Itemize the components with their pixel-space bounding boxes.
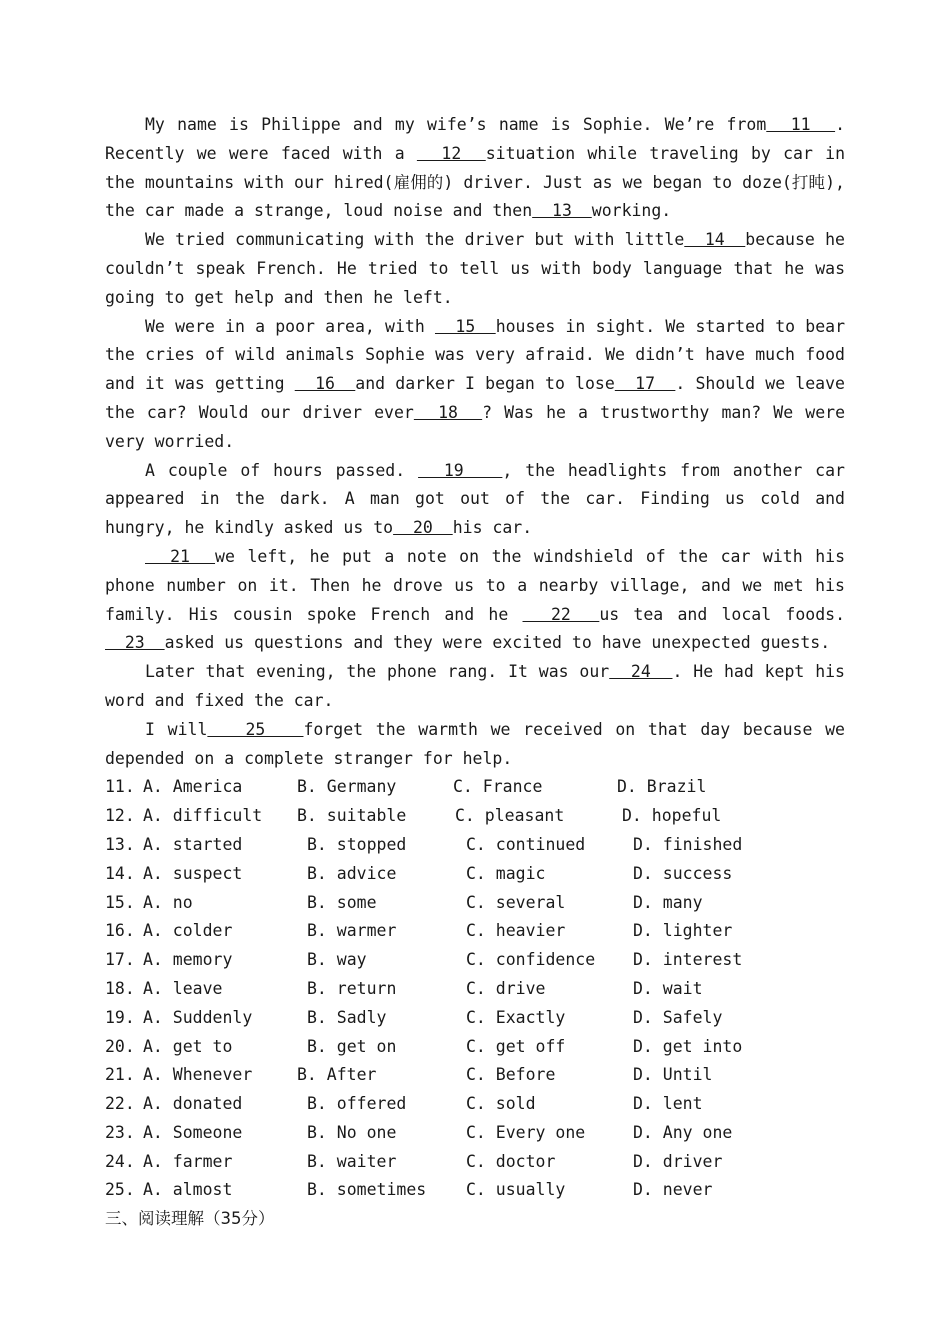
option-b: B. suitable xyxy=(297,806,407,826)
cloze-blank: 20 xyxy=(393,518,453,538)
cloze-blank: 14 xyxy=(684,230,746,250)
question-number: 18. xyxy=(105,978,135,998)
exam-page xyxy=(105,111,845,1234)
question-row xyxy=(105,1033,845,1062)
passage-text: working. xyxy=(591,201,672,221)
passage-text: houses in sight. We started to bear the cries of wild animals Sophie was very afraid. We didn’t have much food and it was getting xyxy=(105,316,845,394)
option-c: C. Exactly xyxy=(466,1007,566,1027)
passage-text: asked us questions and they were excited to have unexpected guests. xyxy=(164,633,831,653)
cloze-blank: 22 xyxy=(522,604,600,624)
option-b: B. return xyxy=(307,978,397,998)
option-d: D. interest xyxy=(633,950,743,970)
option-c: C. France xyxy=(453,777,543,797)
option-d: D. hopeful xyxy=(622,806,722,826)
passage-text: . He had kept his word and fixed the car. xyxy=(105,662,845,710)
option-c: C. sold xyxy=(466,1094,536,1114)
passage-text: We were in a poor area, with xyxy=(145,316,435,336)
cloze-blank: 23 xyxy=(105,633,165,653)
option-c: C. continued xyxy=(466,834,586,854)
passage-text: We tried communicating with the driver but with little xyxy=(145,230,685,250)
passage-text: forget the warmth we received on that day because we depended on a complete stranger for help. xyxy=(105,719,845,768)
passage-text: we left, he put a note on the windshield of the car with his phone number on it. Then he drove us to a nearby village, and we met his family. His cousin spoke French and he xyxy=(105,546,845,624)
cloze-passage xyxy=(105,111,845,773)
question-number: 25. xyxy=(105,1180,135,1200)
question-number: 17. xyxy=(105,950,135,970)
option-d: D. finished xyxy=(633,834,743,854)
passage-text: Later that evening, the phone rang. It was our xyxy=(145,662,610,682)
question-row xyxy=(105,975,845,1004)
option-a: A. colder xyxy=(143,921,233,941)
option-a: A. memory xyxy=(143,950,233,970)
passage-text: situation while traveling by car in the mountains with our hired(雇佣的) driver. Just as we began to doze(打盹), the car made a strange, loud noise and then xyxy=(105,143,845,221)
question-row xyxy=(105,946,845,975)
cloze-blank: 16 xyxy=(294,374,356,394)
option-a: A. difficult xyxy=(143,806,263,826)
option-c: C. pleasant xyxy=(455,806,565,826)
option-a: A. farmer xyxy=(143,1151,233,1171)
option-b: B. sometimes xyxy=(307,1180,427,1200)
cloze-blank: 18 xyxy=(413,402,483,422)
option-b: B. After xyxy=(297,1065,377,1085)
passage-paragraph xyxy=(105,543,845,658)
passage-text: his car. xyxy=(452,518,533,538)
option-d: D. get into xyxy=(633,1036,743,1056)
cloze-blank: 24 xyxy=(609,662,673,682)
cloze-blank: 12 xyxy=(416,143,486,163)
question-number: 20. xyxy=(105,1036,135,1056)
option-b: B. get on xyxy=(307,1036,397,1056)
passage-text: ? Was he a trustworthy man? We were very worried. xyxy=(105,402,846,451)
passage-text: and darker I began to lose xyxy=(355,374,615,394)
question-number: 22. xyxy=(105,1094,135,1114)
passage-text: My name is Philippe and my wife’s name is Sophie. We’re from xyxy=(145,115,767,134)
question-row xyxy=(105,1061,845,1090)
option-a: A. get to xyxy=(143,1036,233,1056)
option-d: D. never xyxy=(633,1180,713,1200)
option-b: B. warmer xyxy=(307,921,397,941)
question-number: 14. xyxy=(105,863,135,883)
question-row xyxy=(105,889,845,918)
option-c: C. magic xyxy=(466,863,546,883)
option-d: D. lighter xyxy=(633,921,733,941)
option-d: D. Any one xyxy=(633,1122,733,1142)
cloze-blank: 19 xyxy=(418,460,503,480)
passage-text: because he couldn’t speak French. He tried to tell us with body language that he was going to get help and then he left. xyxy=(105,230,845,307)
question-number: 19. xyxy=(105,1007,135,1027)
question-row xyxy=(105,1148,845,1177)
option-a: A. Someone xyxy=(143,1122,243,1142)
option-b: B. waiter xyxy=(307,1151,397,1171)
cloze-blank: 11 xyxy=(766,115,836,134)
option-b: B. advice xyxy=(307,863,397,883)
question-row xyxy=(105,917,845,946)
question-number: 15. xyxy=(105,892,135,912)
option-c: C. doctor xyxy=(466,1151,556,1171)
cloze-blank: 25 xyxy=(207,719,304,739)
option-c: C. Every one xyxy=(466,1122,586,1142)
option-b: B. No one xyxy=(307,1122,397,1142)
question-number: 24. xyxy=(105,1151,135,1171)
option-a: A. no xyxy=(143,892,193,912)
question-row xyxy=(105,860,845,889)
question-row xyxy=(105,1176,845,1205)
option-a: A. almost xyxy=(143,1180,233,1200)
question-row xyxy=(105,1004,845,1033)
option-b: B. some xyxy=(307,892,377,912)
passage-paragraph xyxy=(105,658,845,716)
passage-text: us tea and local foods. xyxy=(599,604,846,624)
option-c: C. get off xyxy=(466,1036,566,1056)
passage-paragraph xyxy=(105,716,845,774)
question-number: 21. xyxy=(105,1065,135,1085)
passage-text: . Recently we were faced with a xyxy=(105,115,846,163)
question-row xyxy=(105,831,845,860)
option-d: D. Brazil xyxy=(617,777,707,797)
passage-text: A couple of hours passed. xyxy=(145,460,419,480)
option-a: A. started xyxy=(143,834,243,854)
option-b: B. way xyxy=(307,950,367,970)
option-b: B. stopped xyxy=(307,834,407,854)
passage-paragraph xyxy=(105,226,845,312)
answer-options-list xyxy=(105,773,845,1205)
option-d: D. wait xyxy=(633,978,703,998)
cloze-blank: 13 xyxy=(532,201,592,221)
option-c: C. usually xyxy=(466,1180,566,1200)
option-b: B. Sadly xyxy=(307,1007,387,1027)
option-d: D. many xyxy=(633,892,703,912)
passage-paragraph xyxy=(105,111,845,226)
cloze-blank: 21 xyxy=(145,546,216,566)
question-row xyxy=(105,802,845,831)
option-b: B. Germany xyxy=(297,777,397,797)
option-c: C. heavier xyxy=(466,921,566,941)
question-row xyxy=(105,773,845,802)
passage-text: I will xyxy=(145,719,208,739)
question-number: 11. xyxy=(105,777,135,797)
option-a: A. suspect xyxy=(143,863,243,883)
question-row xyxy=(105,1119,845,1148)
option-c: C. confidence xyxy=(466,950,596,970)
option-c: C. drive xyxy=(466,978,546,998)
question-number: 23. xyxy=(105,1122,135,1142)
question-number: 12. xyxy=(105,806,135,826)
option-a: A. Whenever xyxy=(143,1065,253,1085)
section-heading: 三、阅读理解（35分） xyxy=(105,1209,275,1229)
question-row xyxy=(105,1090,845,1119)
passage-paragraph xyxy=(105,313,845,457)
option-d: D. lent xyxy=(633,1094,703,1114)
option-d: D. driver xyxy=(633,1151,723,1171)
option-a: A. donated xyxy=(143,1094,243,1114)
option-a: A. Suddenly xyxy=(143,1007,253,1027)
option-d: D. success xyxy=(633,863,733,883)
option-b: B. offered xyxy=(307,1094,407,1114)
passage-text: . Should we leave the car? Would our driver ever xyxy=(105,374,845,422)
option-a: A. America xyxy=(143,777,243,797)
question-number: 16. xyxy=(105,921,135,941)
option-d: D. Until xyxy=(633,1065,713,1085)
passage-paragraph xyxy=(105,457,845,543)
question-number: 13. xyxy=(105,834,135,854)
option-c: C. Before xyxy=(466,1065,556,1085)
passage-text: , the headlights from another car appeared in the dark. A man got out of the car. Finding us cold and hungry, he kindly asked us to xyxy=(105,460,845,538)
option-c: C. several xyxy=(466,892,566,912)
cloze-blank: 15 xyxy=(434,316,496,336)
cloze-blank: 17 xyxy=(614,374,676,394)
option-d: D. Safely xyxy=(633,1007,723,1027)
option-a: A. leave xyxy=(143,978,223,998)
